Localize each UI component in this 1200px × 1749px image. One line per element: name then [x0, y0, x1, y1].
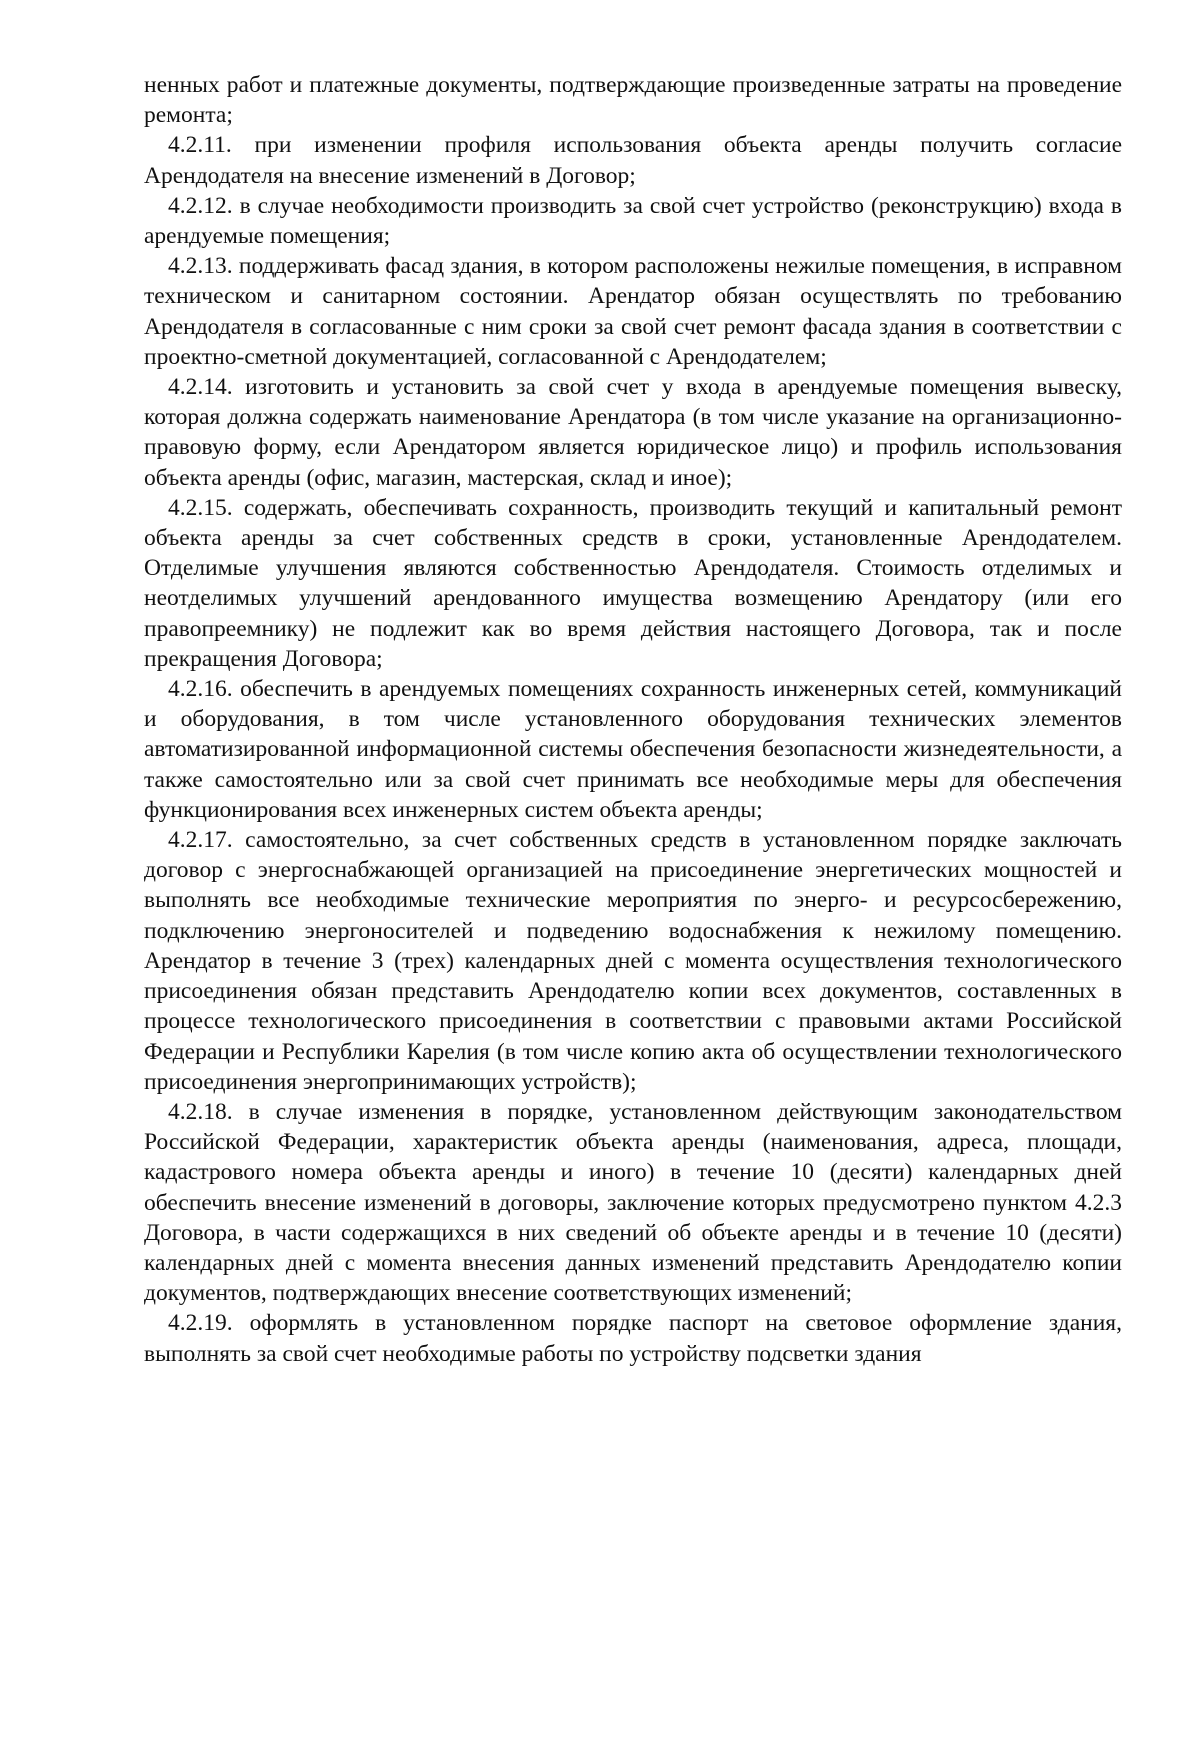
paragraph-continuation	[144, 70, 1122, 130]
paragraph-4-2-11	[144, 130, 1122, 190]
paragraph-text: изготовить и установить за свой счет у входа в арендуемые помещения вывеску, которая должна содержать наименование Арендатора (в том числе указание на организационно-правовую форму, если Арендатором является юридическое лицо) и профиль использования объекта аренды (офис, магазин, мастерская, склад и иное);	[144, 374, 1122, 491]
paragraph-4-2-19	[144, 1308, 1122, 1368]
paragraph-4-2-13	[144, 251, 1122, 372]
paragraph-text: в случае необходимости производить за свой счет устройство (реконструкцию) входа в арендуемые помещения;	[144, 192, 1123, 250]
paragraph-text: самостоятельно, за счет собственных средств в установленном порядке заключать договор с энергоснабжающей организацией на присоединение энергетических мощностей и выполнять все необходимые технические мероприятия по энерго- и ресурсосбережению, подключению энергоносителей и подведению водоснабжения к нежилому помещению. Арендатор в течение 3 (трех) календарных дней с момента осуществления технологического присоединения обязан представить Арендодателю копии всех документов, составленных в процессе технологического присоединения в соответствии с правовыми актами Российской Федерации и Республики Карелия (в том числе копию акта об осуществлении технологического присоединения энергопринимающих устройств);	[144, 827, 1122, 1095]
paragraph-number: 4.2.16.	[168, 676, 233, 703]
paragraph-text: в случае изменения в порядке, установленном действующим законодательством Российской Федерации, характеристик объекта аренды (наименования, адреса, площади, кадастрового номера объекта аренды и иного) в течение 10 (десяти) календарных дней обеспечить внесение изменений в договоры, заключение которых предусмотрено пунктом 4.2.3 Договора, в части содержащихся в них сведений об объекте аренды и в течение 10 (десяти) календарных дней с момента внесения данных изменений представить Арендодателю копии документов, подтверждающих внесение соответствующих изменений;	[144, 1098, 1122, 1307]
paragraph-number: 4.2.14.	[168, 374, 233, 401]
paragraph-4-2-17	[144, 825, 1122, 1097]
paragraph-text: ненных работ и платежные документы, подтверждающие произведенные затраты на проведение ремонта;	[144, 72, 1122, 129]
document-body	[144, 70, 1122, 1369]
paragraph-4-2-14	[144, 372, 1122, 493]
paragraph-number: 4.2.19.	[168, 1310, 233, 1337]
paragraph-4-2-15	[144, 493, 1122, 674]
paragraph-4-2-12	[144, 191, 1122, 251]
paragraph-4-2-16	[144, 674, 1122, 825]
paragraph-text: обеспечить в арендуемых помещениях сохранность инженерных сетей, коммуникаций и оборудования, в том числе установленного оборудования технических элементов автоматизированной информационной системы обеспечения безопасности жизнедеятельности, а также самостоятельно или за свой счет принимать все необходимые меры для обеспечения функционирования всех инженерных систем объекта аренды;	[144, 676, 1123, 823]
paragraph-number: 4.2.18.	[168, 1098, 233, 1125]
paragraph-text: при изменении профиля использования объекта аренды получить согласие Арендодателя на внесение изменений в Договор;	[144, 132, 1122, 189]
paragraph-number: 4.2.15.	[168, 494, 233, 521]
paragraph-number: 4.2.17.	[168, 827, 233, 854]
paragraph-number: 4.2.13.	[168, 253, 233, 280]
paragraph-4-2-18	[144, 1097, 1122, 1308]
paragraph-number: 4.2.11.	[168, 132, 232, 159]
paragraph-text: поддерживать фасад здания, в котором расположены нежилые помещения, в исправном техническом и санитарном состоянии. Арендатор обязан осуществлять по требованию Арендодателя в согласованные с ним сроки за свой счет ремонт фасада здания в соответствии с проектно-сметной документацией, согласованной с Арендодателем;	[144, 253, 1122, 370]
paragraph-number: 4.2.12.	[168, 192, 233, 219]
paragraph-text: содержать, обеспечивать сохранность, производить текущий и капитальный ремонт объекта аренды за счет собственных средств в сроки, установленные Арендодателем. Отделимые улучшения являются собственностью Арендодателя. Стоимость отделимых и неотделимых улучшений арендованного имущества возмещению Арендатору (или его правопреемнику) не подлежит как во время действия настоящего Договора, так и после прекращения Договора;	[144, 494, 1122, 672]
paragraph-text: оформлять в установленном порядке паспорт на световое оформление здания, выполнять за свой счет необходимые работы по устройству подсветки здания	[144, 1310, 1122, 1367]
